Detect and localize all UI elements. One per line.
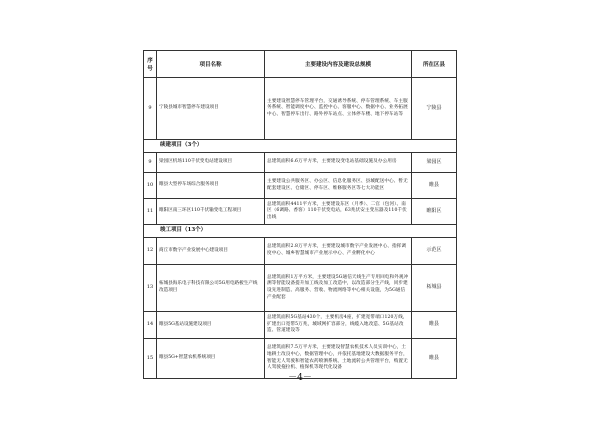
table-row (144, 265, 457, 312)
row-district: 梁园区 (412, 153, 457, 173)
row-district: 睢县 (412, 339, 457, 379)
header-district: 所在区县 (412, 51, 457, 78)
section-label: 续建项目（3个） (144, 140, 457, 153)
header-project-name: 项目名称 (157, 51, 265, 78)
row-num: 9 (144, 78, 157, 140)
table-header-row (144, 51, 457, 78)
row-project-name: 宁陵县城市智慧停车建设项目 (157, 78, 265, 140)
row-district: 示范区 (412, 238, 457, 265)
row-content: 总建筑面积2.8万平方米，主要建设城市数字产业发展中心、指挥调度中心、城乡智慧城市产业展示中心、产业孵化中心 (265, 238, 412, 265)
row-num: 15 (144, 339, 157, 379)
header-content: 主要建设内容及建设总规模 (265, 51, 412, 78)
section-label: 竣工项目（13个） (144, 225, 457, 238)
row-project-name: 梁园区机场110千伏变电站建设项目 (157, 153, 265, 173)
table-row (144, 199, 457, 225)
row-content: 总建筑面积5G基站430个，主要机房4座，扩建宽带端口120万线，扩建出口宽带5万兆，城域网扩容部分，线缆入地改造、5G基站改造、管道建设等 (265, 312, 412, 339)
row-project-name: 睢县5G基站设施建设项目 (157, 312, 265, 339)
section-row (144, 225, 457, 238)
row-district: 柘城县 (412, 265, 457, 312)
page-number: －4－ (288, 373, 312, 383)
row-content: 主要建设公共服务区、办公区、信息化服务区、县城配送中心、暂无配套建设区、仓储区、停车区、维修服务区等七大功能区 (265, 173, 412, 199)
row-district: 睢阳区 (412, 199, 457, 225)
row-project-name: 睢县5G+智慧农机系统项目 (157, 339, 265, 379)
row-district: 睢县 (412, 312, 457, 339)
row-district: 宁陵县 (412, 78, 457, 140)
table-row (144, 78, 457, 140)
row-project-name: 睢县大型停车场综合服务项目 (157, 173, 265, 199)
row-project-name: 商丘市数字产业发展中心建设项目 (157, 238, 265, 265)
row-num: 12 (144, 238, 157, 265)
section-row (144, 140, 457, 153)
row-content: 总建筑面积7.5万平方米，主要建设智慧农机技术人员实训中心，土地耕土改良中心，数据管理中心，并依托基地建设大数据服务平台，智能无人驾驶和智能农药喷洒系统、土地流转公共管理平台，购置无人驾驶拖拉机、植保机等现代化设备 (265, 339, 412, 379)
row-num: 9 (144, 153, 157, 173)
table-row (144, 238, 457, 265)
table-row (144, 153, 457, 173)
row-content: 总建筑面积1万平方米，主要建设5G通信天线生产专用回电和外观冲测等智能设备提升加工线及加工改造中，以改造部分生产线，同步建设先进制造、高服务、营收、物流网络等中心相关设施，为5G通信产业配套 (265, 265, 412, 312)
row-num: 11 (144, 199, 157, 225)
row-content: 总建筑面积6.6万平方米，主要建设变电站基础设施及办公用房 (265, 153, 412, 173)
row-num: 10 (144, 173, 157, 199)
row-content: 主要建设智慧停车管理平台，交通诱导系统、停车管理系统、车主服务系统、智能调度中心、监控中心、客服中心、数据中心、业务拓展中心、智慧停车出行、路外停车站点、立体停车楼、地下停车站等 (265, 78, 412, 140)
table-row (144, 312, 457, 339)
row-district: 睢县 (412, 173, 457, 199)
project-table (143, 50, 457, 379)
row-project-name: 睢阳区南三环区110千伏输变电工程项目 (157, 199, 265, 225)
row-project-name: 柘城县海乐电子科技有限公司5G用电路板生产线改造项目 (157, 265, 265, 312)
row-content: 总建筑面积4411平方米，主要建设东区（月季）、二官（包河）、南区（6调路、香客）110千伏变电站，63兆伏安主变压器及110千伏出线 (265, 199, 412, 225)
row-num: 13 (144, 265, 157, 312)
table-row (144, 173, 457, 199)
row-num: 14 (144, 312, 157, 339)
header-num: 序号 (144, 51, 157, 78)
